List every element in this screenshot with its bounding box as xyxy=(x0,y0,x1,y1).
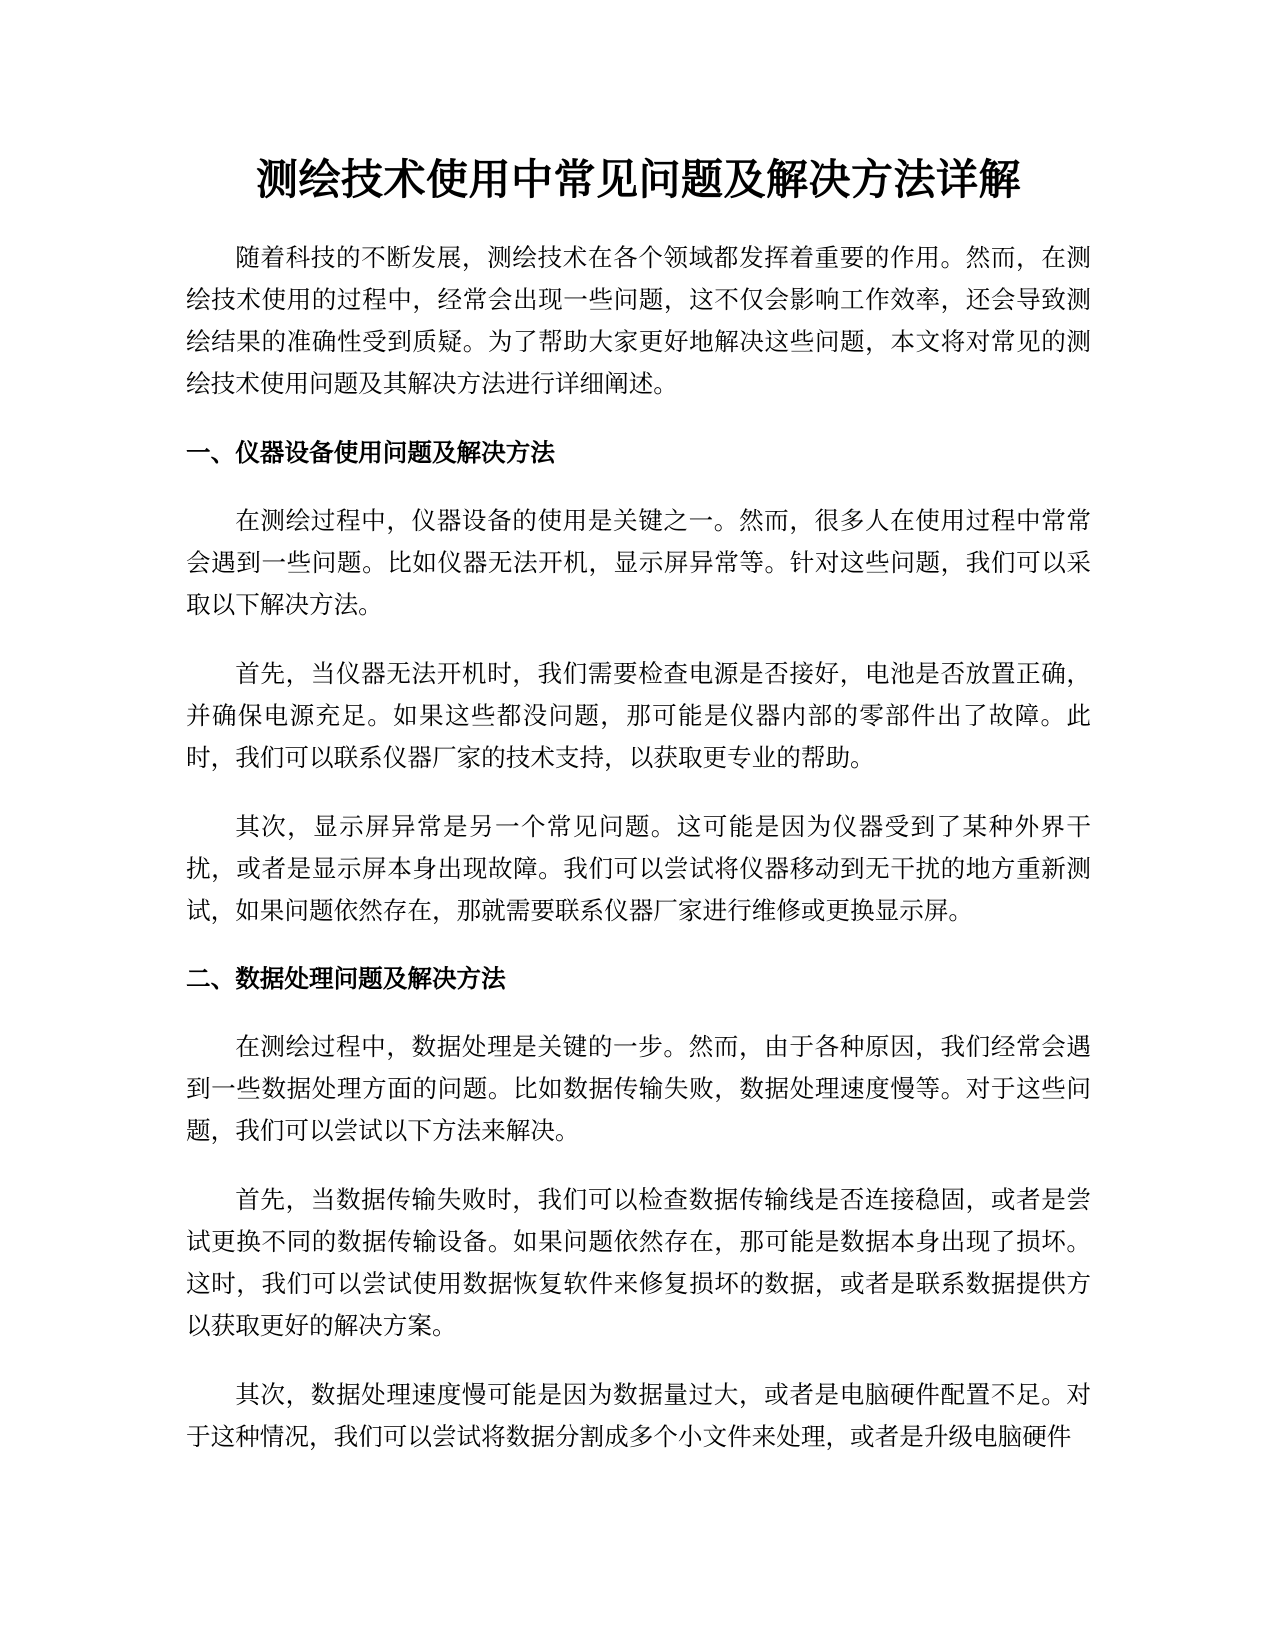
document-body xyxy=(186,148,1091,1458)
section-heading-equipment: 一、仪器设备使用问题及解决方法 xyxy=(186,438,555,467)
document-title: 测绘技术使用中常见问题及解决方法详解 xyxy=(255,155,1021,204)
section-heading-data-processing: 二、数据处理问题及解决方法 xyxy=(186,964,506,993)
section-2-paragraph-2: 首先，当数据传输失败时，我们可以检查数据传输线是否连接稳固，或者是尝试更换不同的数据传输设备。如果问题依然存在，那可能是数据本身出现了损坏。这时，我们可以尝试使用数据恢复软件来修复损坏的数据，或者是联系数据提供方以获取更好的解决方案。 xyxy=(186,1185,1091,1340)
section-1-paragraph-3: 其次，显示屏异常是另一个常见问题。这可能是因为仪器受到了某种外界干扰，或者是显示屏本身出现故障。我们可以尝试将仪器移动到无干扰的地方重新测试，如果问题依然存在，那就需要联系仪器厂家进行维修或更换显示屏。 xyxy=(186,812,1091,925)
section-2-paragraph-1: 在测绘过程中，数据处理是关键的一步。然而，由于各种原因，我们经常会遇到一些数据处理方面的问题。比如数据传输失败，数据处理速度慢等。对于这些问题，我们可以尝试以下方法来解决。 xyxy=(186,1032,1091,1145)
intro-paragraph: 随着科技的不断发展，测绘技术在各个领域都发挥着重要的作用。然而，在测绘技术使用的过程中，经常会出现一些问题，这不仅会影响工作效率，还会导致测绘结果的准确性受到质疑。为了帮助大家更好地解决这些问题，本文将对常见的测绘技术使用问题及其解决方法进行详细阐述。 xyxy=(186,243,1091,398)
section-1-paragraph-1: 在测绘过程中，仪器设备的使用是关键之一。然而，很多人在使用过程中常常会遇到一些问题。比如仪器无法开机，显示屏异常等。针对这些问题，我们可以采取以下解决方法。 xyxy=(186,506,1091,619)
section-2-paragraph-3: 其次，数据处理速度慢可能是因为数据量过大，或者是电脑硬件配置不足。对于这种情况，我们可以尝试将数据分割成多个小文件来处理，或者是升级电脑硬件 xyxy=(186,1380,1091,1451)
section-1-paragraph-2: 首先，当仪器无法开机时，我们需要检查电源是否接好，电池是否放置正确，并确保电源充足。如果这些都没问题，那可能是仪器内部的零部件出了故障。此时，我们可以联系仪器厂家的技术支持，以获取更专业的帮助。 xyxy=(186,659,1091,772)
